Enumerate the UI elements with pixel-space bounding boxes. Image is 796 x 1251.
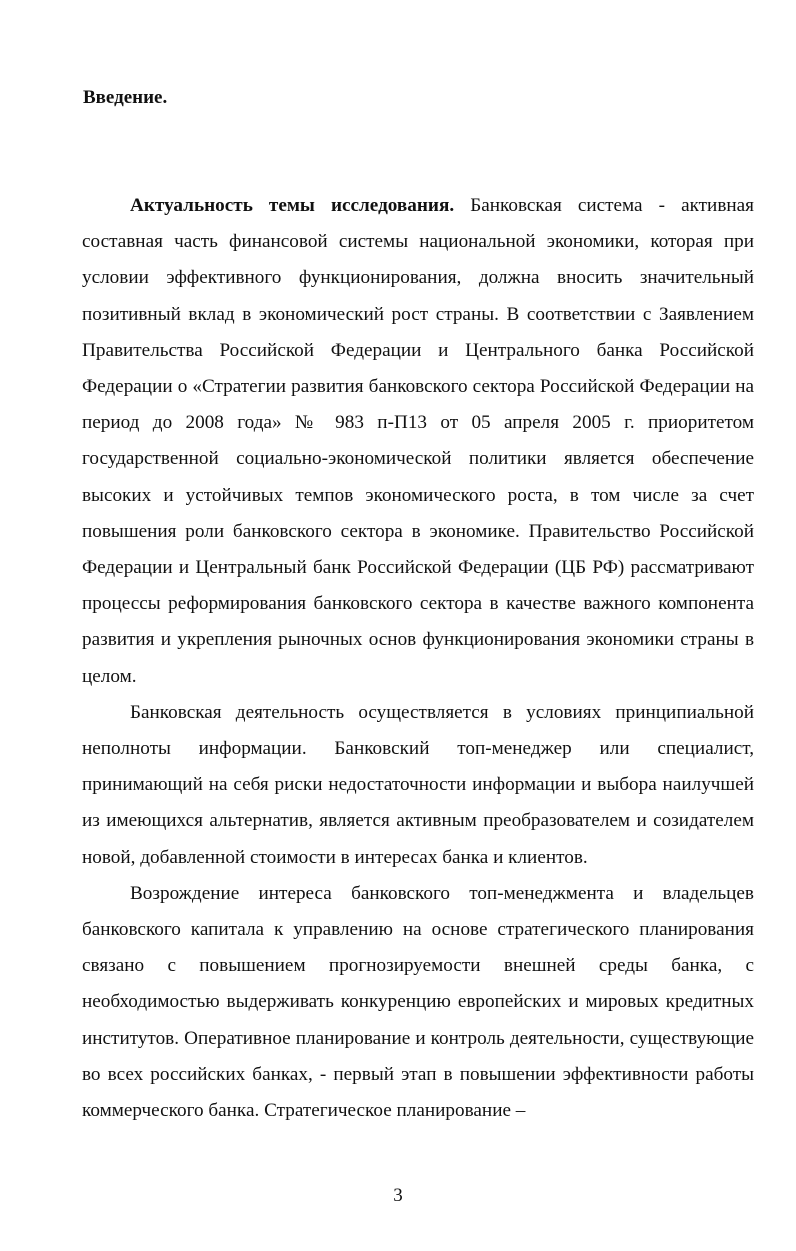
paragraph-strategic-planning bbox=[82, 876, 754, 1129]
paragraph-text: Банковская деятельность осуществляется в условиях принципиальной неполноты информации. Банковский топ-менеджер или специалист, принимающий на себя риски недостаточности информации и выбора наилучшей из имеющихся альтернатив, является активным преобразователем и созидателем новой, добавленной стоимости в интересах банка и клиентов. bbox=[82, 701, 754, 868]
document-body bbox=[82, 188, 754, 1129]
paragraph-banking-activity bbox=[82, 695, 754, 876]
paragraph-relevance bbox=[82, 188, 754, 695]
section-heading: Введение. bbox=[83, 87, 168, 108]
page-number: 3 bbox=[393, 1185, 403, 1206]
paragraph-lead-bold: Актуальность темы исследования. bbox=[130, 195, 455, 216]
paragraph-text: Возрождение интереса банковского топ-менеджмента и владельцев банковского капитала к управлению на основе стратегического планирования связано с повышением прогнозируемости внешней среды банка, с необходимостью выдерживать конкуренцию европейских и мировых кредитных институтов. Оперативное планирование и контроль деятельности, существующие во всех российских банках, - первый этап в повышении эффективности работы коммерческого банка. Стратегическое планирование – bbox=[82, 882, 754, 1122]
paragraph-text: Банковская система - активная составная часть финансовой системы национальной экономики, которая при условии эффективного функционирования, должна вносить значительный позитивный вклад в экономический рост страны. В соответствии с Заявлением Правительства Российской Федерации и Центрального банка Российской Федерации о «Стратегии развития банковского сектора Российской Федерации на период до 2008 года» № 983 п-П13 от 05 апреля 2005 г. приоритетом государственной социально-экономической политики является обеспечение высоких и устойчивых темпов экономического роста, в том числе за счет повышения роли банковского сектора в экономике. Правительство Российской Федерации и Центральный банк Российской Федерации (ЦБ РФ) рассматривают процессы реформирования банковского сектора в качестве важного компонента развития и укрепления рыночных основ функционирования экономики страны в целом. bbox=[82, 195, 754, 687]
